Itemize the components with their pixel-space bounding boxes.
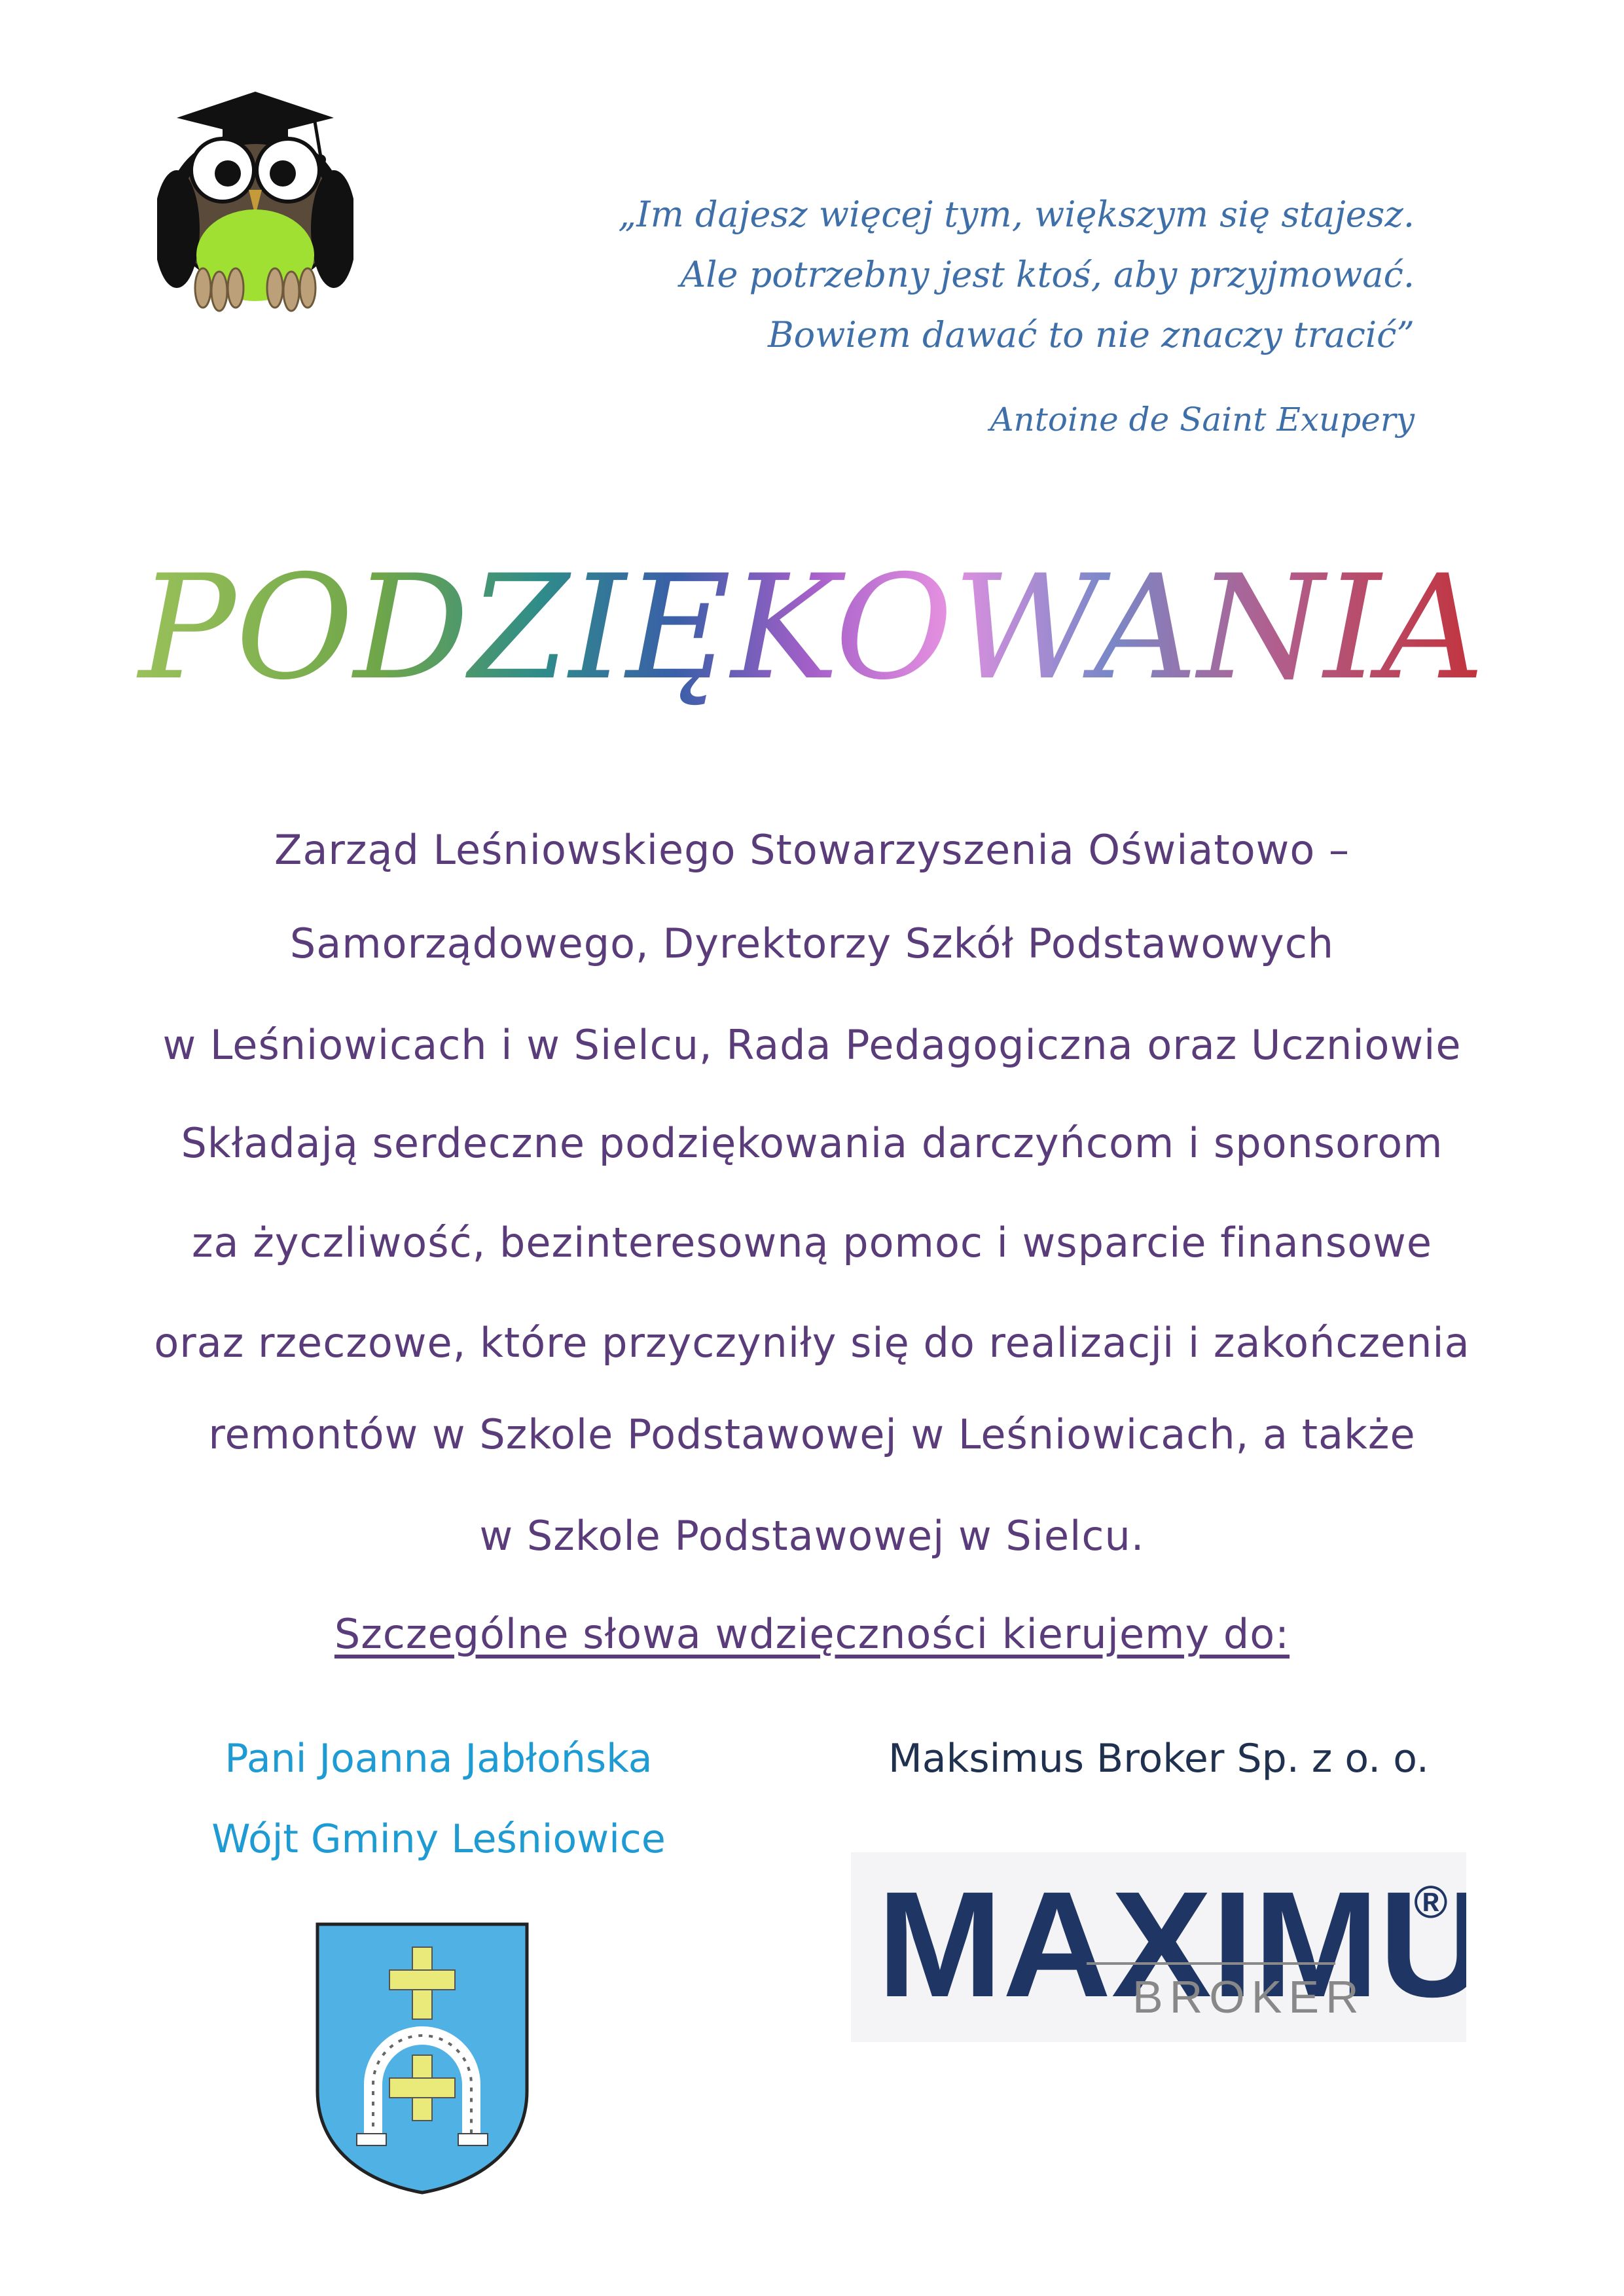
quote-line: „Im dajesz więcej tym, większym się stajesz. xyxy=(618,194,1415,235)
quote-author: Antoine de Saint Exupery xyxy=(990,401,1415,439)
body-line: Składają serdeczne podziękowania darczyńcom i sponsorom xyxy=(181,1119,1443,1167)
owl-graduate-icon xyxy=(157,92,353,314)
coat-of-arms-icon xyxy=(314,1921,530,2196)
title-text: PODZIĘKOWANIA xyxy=(138,563,1485,711)
recipient-name: Pani Joanna Jabłońska xyxy=(225,1736,653,1782)
body-line: w Szkole Podstawowej w Sielcu. xyxy=(479,1512,1145,1560)
recipient-role: Wójt Gminy Leśniowice xyxy=(211,1816,666,1862)
maximus-logo xyxy=(851,1852,1466,2042)
body-line: Samorządowego, Dyrektorzy Szkół Podstawowych xyxy=(289,920,1335,967)
quote-line: Bowiem dawać to nie znaczy tracić” xyxy=(767,314,1415,355)
body-line: w Leśniowicach i w Sielcu, Rada Pedagogiczna oraz Uczniowie xyxy=(162,1021,1462,1069)
body-line: Zarząd Leśniowskiego Stowarzyszenia Oświatowo – xyxy=(274,826,1350,874)
page-title xyxy=(0,563,1624,759)
svg-text:®: ® xyxy=(1414,1876,1448,1928)
quote-line: Ale potrzebny jest ktoś, aby przyjmować. xyxy=(680,254,1415,295)
svg-text:BROKER: BROKER xyxy=(1132,1971,1365,2022)
special-heading: Szczególne słowa wdzięczności kierujemy do: xyxy=(334,1610,1290,1658)
body-line: oraz rzeczowe, które przyczyniły się do realizacji i zakończenia xyxy=(154,1319,1470,1367)
quote-block xyxy=(564,185,1415,365)
body-line: za życzliwość, bezinteresowną pomoc i wsparcie finansowe xyxy=(192,1219,1432,1266)
svg-text:MAXIMUS: MAXIMU xyxy=(877,1860,1466,2028)
body-line: remontów w Szkole Podstawowej w Leśniowicach, a także xyxy=(208,1410,1416,1458)
company-name: Maksimus Broker Sp. z o. o. xyxy=(888,1736,1429,1782)
